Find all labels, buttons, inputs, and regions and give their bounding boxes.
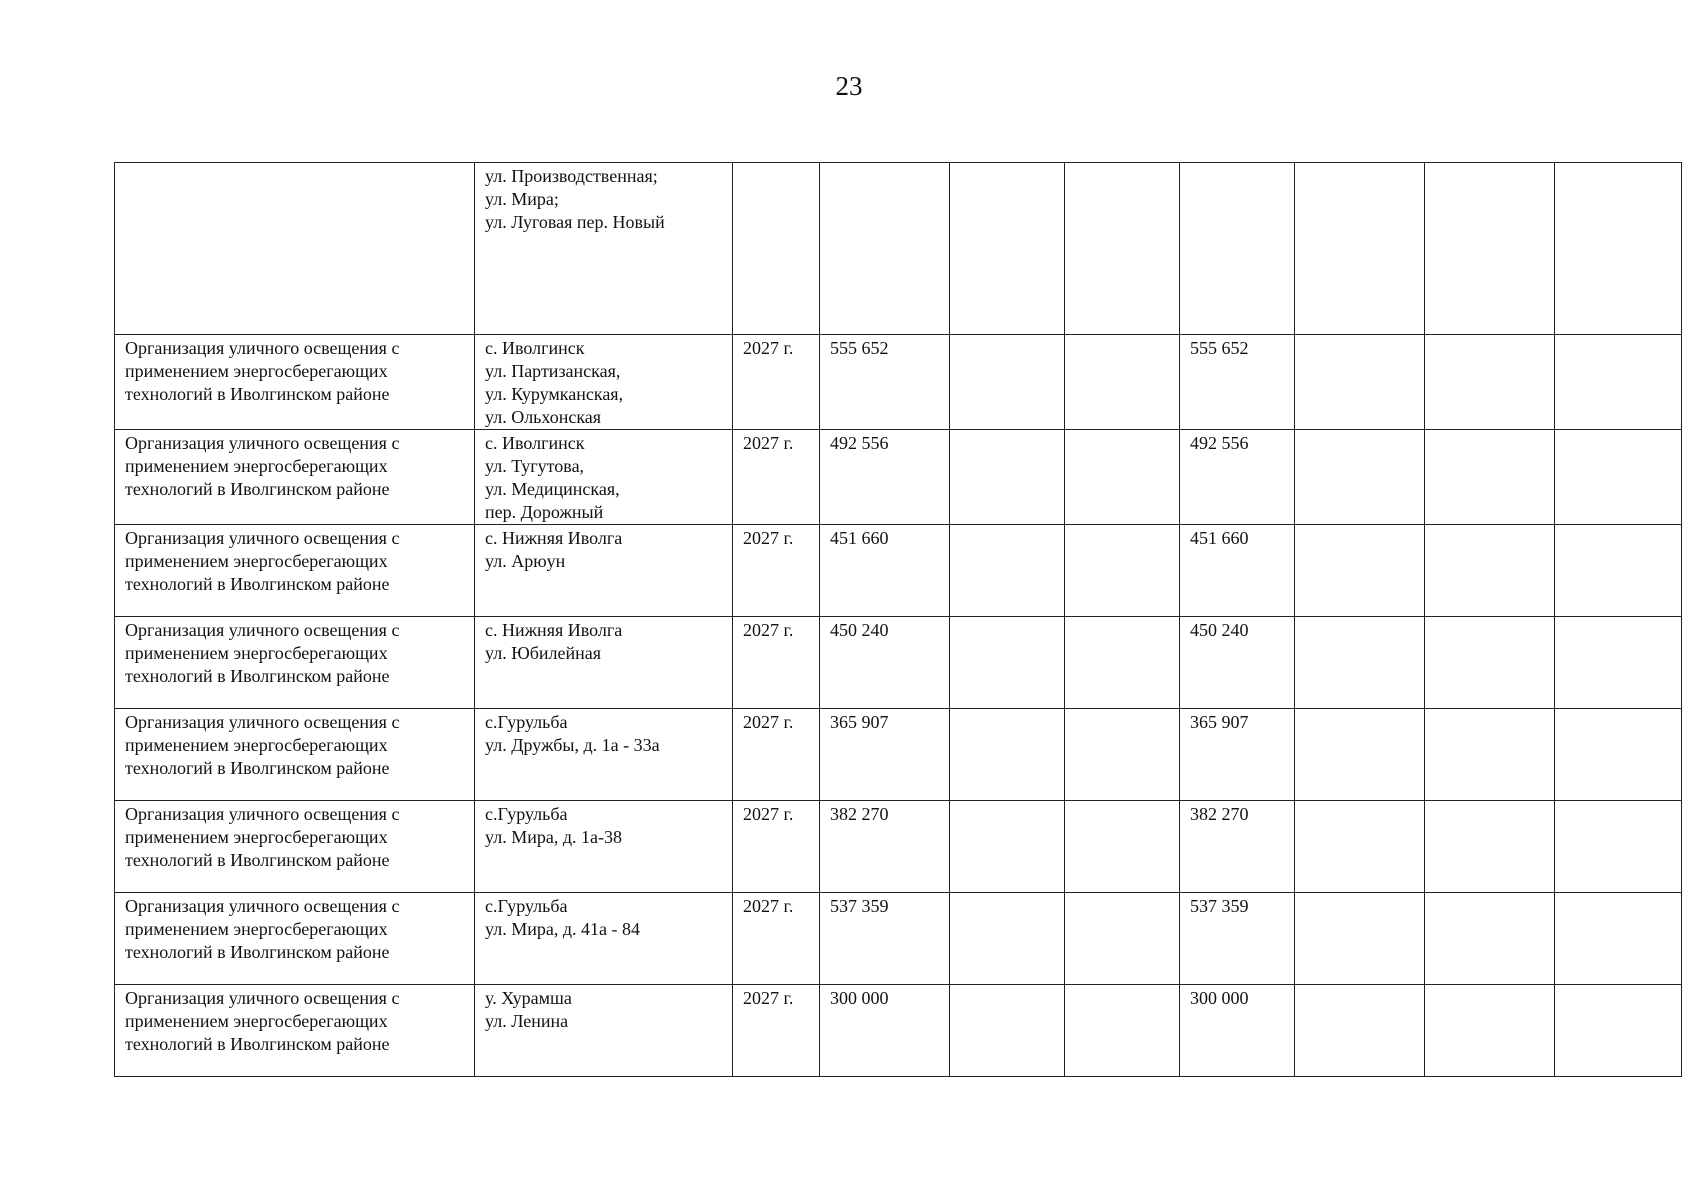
table-row [115,801,1682,893]
address-line: с.Гурульба [485,712,568,732]
cell-description: Организация уличного освещения с применением энергосберегающих технологий в Иволгинском районе [115,430,475,525]
cell-description: Организация уличного освещения с применением энергосберегающих технологий в Иволгинском районе [115,709,475,801]
cell-empty [1065,893,1180,985]
cell-empty [1295,525,1425,617]
cell-amount: 451 660 [820,525,950,617]
cell-empty [950,525,1065,617]
address-line: ул. Луговая пер. Новый [485,212,665,232]
cell-empty [1295,163,1425,335]
cell-amount: 555 652 [820,335,950,430]
address-line: ул. Ленина [485,1011,569,1031]
address-line: с.Гурульба [485,804,568,824]
cell-amount-budget: 300 000 [1180,985,1295,1077]
address-line: ул. Партизанская, [485,361,621,381]
cell-empty [950,430,1065,525]
cell-empty [1555,985,1682,1077]
cell-empty [1425,893,1555,985]
cell-empty [1065,801,1180,893]
cell-address [475,430,733,525]
address-line: ул. Производственная; [485,166,658,186]
cell-address [475,801,733,893]
cell-amount [820,163,950,335]
table-row [115,617,1682,709]
cell-empty [1555,430,1682,525]
address-line: с. Иволгинск [485,338,585,358]
table-row [115,525,1682,617]
cell-empty [1425,525,1555,617]
measures-table [114,162,1682,1077]
cell-empty [1555,525,1682,617]
cell-description: Организация уличного освещения с применением энергосберегающих технологий в Иволгинском районе [115,525,475,617]
cell-empty [1425,801,1555,893]
cell-empty [1065,163,1180,335]
cell-empty [950,709,1065,801]
cell-year: 2027 г. [733,617,820,709]
cell-empty [1555,617,1682,709]
cell-amount-budget: 492 556 [1180,430,1295,525]
address-line: с. Нижняя Иволга [485,620,623,640]
cell-empty [1065,709,1180,801]
cell-empty [1555,893,1682,985]
cell-address [475,163,733,335]
cell-description: Организация уличного освещения с применением энергосберегающих технологий в Иволгинском районе [115,335,475,430]
address-line: ул. Арюун [485,551,566,571]
cell-description: Организация уличного освещения с применением энергосберегающих технологий в Иволгинском районе [115,985,475,1077]
cell-empty [1065,525,1180,617]
cell-amount-budget: 450 240 [1180,617,1295,709]
cell-empty [950,985,1065,1077]
cell-empty [1425,985,1555,1077]
cell-empty [1295,335,1425,430]
cell-amount: 300 000 [820,985,950,1077]
address-line: у. Хурамша [485,988,572,1008]
address-line: ул. Медицинская, [485,479,620,499]
cell-amount-budget: 382 270 [1180,801,1295,893]
cell-empty [1555,335,1682,430]
cell-empty [1425,709,1555,801]
cell-address [475,525,733,617]
cell-amount-budget: 365 907 [1180,709,1295,801]
cell-amount: 365 907 [820,709,950,801]
table-row [115,893,1682,985]
cell-empty [1295,617,1425,709]
table-row [115,709,1682,801]
cell-empty [1555,163,1682,335]
address-line: пер. Дорожный [485,502,604,522]
address-line: с. Иволгинск [485,433,585,453]
cell-year: 2027 г. [733,335,820,430]
cell-empty [1555,801,1682,893]
cell-description: Организация уличного освещения с применением энергосберегающих технологий в Иволгинском районе [115,893,475,985]
table-row [115,430,1682,525]
cell-empty [1295,893,1425,985]
cell-year: 2027 г. [733,430,820,525]
cell-amount: 450 240 [820,617,950,709]
address-line: ул. Юбилейная [485,643,601,663]
address-line: с.Гурульба [485,896,568,916]
cell-amount-budget: 537 359 [1180,893,1295,985]
cell-address [475,985,733,1077]
cell-year: 2027 г. [733,525,820,617]
address-line: с. Нижняя Иволга [485,528,623,548]
cell-amount-budget: 451 660 [1180,525,1295,617]
cell-address [475,893,733,985]
cell-empty [950,617,1065,709]
cell-amount: 382 270 [820,801,950,893]
cell-empty [1065,335,1180,430]
cell-empty [1295,985,1425,1077]
cell-year: 2027 г. [733,801,820,893]
cell-empty [1295,430,1425,525]
address-line: ул. Курумканская, [485,384,624,404]
cell-empty [1555,709,1682,801]
address-line: ул. Мира; [485,189,559,209]
cell-year: 2027 г. [733,709,820,801]
address-line: ул. Мира, д. 41а - 84 [485,919,640,939]
table-row-continuation [115,163,1682,335]
table-row [115,985,1682,1077]
cell-empty [1065,617,1180,709]
cell-empty [950,893,1065,985]
cell-empty [1065,985,1180,1077]
cell-empty [1295,801,1425,893]
cell-year [733,163,820,335]
cell-amount: 537 359 [820,893,950,985]
cell-address [475,709,733,801]
cell-description: Организация уличного освещения с применением энергосберегающих технологий в Иволгинском районе [115,801,475,893]
cell-description [115,163,475,335]
cell-amount-budget [1180,163,1295,335]
address-line: ул. Дружбы, д. 1а - 33а [485,735,660,755]
cell-description: Организация уличного освещения с применением энергосберегающих технологий в Иволгинском районе [115,617,475,709]
page-number: 23 [835,71,863,101]
cell-empty [1065,430,1180,525]
cell-empty [950,163,1065,335]
cell-empty [1425,163,1555,335]
cell-empty [1295,709,1425,801]
address-line: ул. Мира, д. 1а-38 [485,827,622,847]
cell-empty [950,801,1065,893]
cell-empty [1425,335,1555,430]
table-row [115,335,1682,430]
address-line: ул. Тугутова, [485,456,585,476]
cell-empty [950,335,1065,430]
cell-amount-budget: 555 652 [1180,335,1295,430]
cell-amount: 492 556 [820,430,950,525]
cell-empty [1425,617,1555,709]
cell-empty [1425,430,1555,525]
cell-year: 2027 г. [733,893,820,985]
cell-year: 2027 г. [733,985,820,1077]
address-line: ул. Ольхонская [485,407,602,427]
cell-address [475,335,733,430]
cell-address [475,617,733,709]
